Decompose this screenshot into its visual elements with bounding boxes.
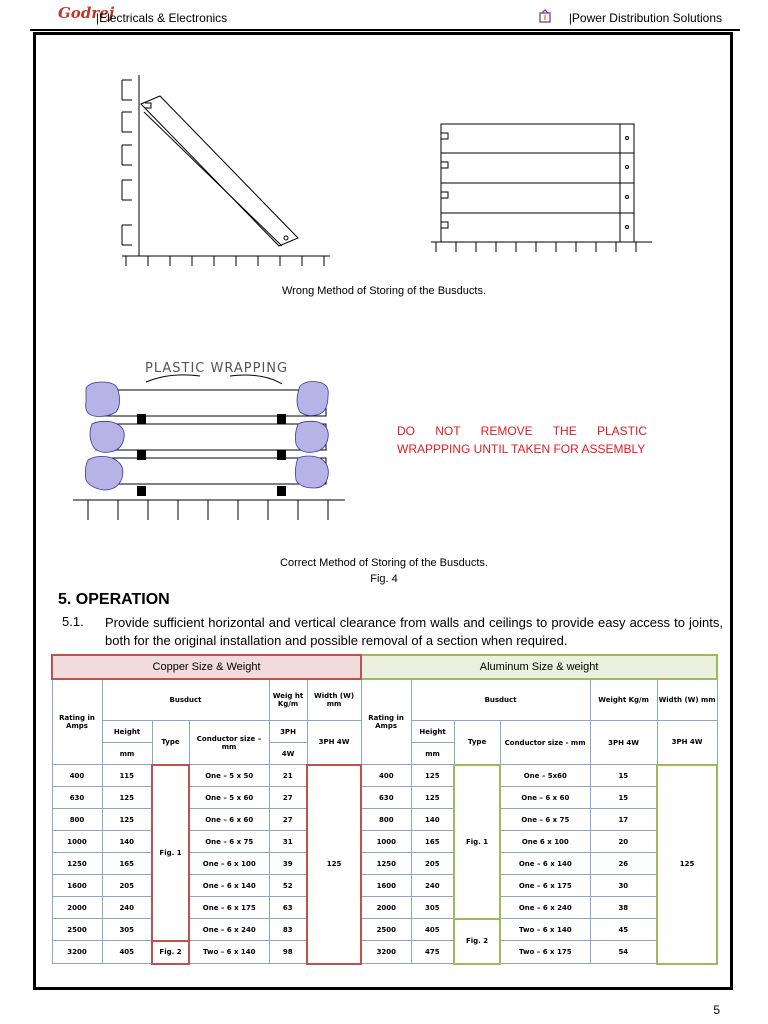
cu-width-header: Width (W) mm [307,679,361,721]
section-title: 5. OPERATION [58,591,170,608]
cu-type-header: Type [152,721,189,765]
cu-conductor: One – 6 x 75 [189,831,269,853]
cu-3ph4w-header: 3PH 4W [307,721,361,765]
al-conductor: One 6 x 100 [500,831,590,853]
al-height: 125 [411,787,454,809]
al-weight: 45 [590,919,657,941]
cu-height: 205 [102,875,152,897]
al-height: 240 [411,875,454,897]
al-rating: 1000 [361,831,411,853]
cu-weight: 98 [269,941,307,964]
correct-method-drawing [73,375,345,520]
header-right-title: |Power Distribution Solutions [568,11,722,25]
al-height: 205 [411,853,454,875]
cu-rating: 2000 [52,897,102,919]
al-conductor: One – 6 x 140 [500,853,590,875]
cu-conductor-header: Conductor size – mm [189,721,269,765]
cu-height: 125 [102,787,152,809]
al-height: 125 [411,765,454,787]
al-conductor: One – 5x60 [500,765,590,787]
al-weight: 38 [590,897,657,919]
al-weight: 15 [590,787,657,809]
al-width-value: 125 [657,765,717,964]
al-rating: 2000 [361,897,411,919]
size-weight-table-wrapper [51,654,716,965]
cu-weight: 27 [269,787,307,809]
cu-rating-header: Rating in Amps [52,679,102,765]
al-type-fig2: Fig. 2 [454,919,500,964]
paragraph-text: Provide sufficient horizontal and vertical clearance from walls and ceilings to provide easy access to joints, both for the original installation and possible removal of a section when required. [105,615,723,648]
cu-weight: 31 [269,831,307,853]
wrong-method-stack-drawing [431,124,652,252]
page-number: 5 [713,1003,720,1017]
copper-header: Copper Size & Weight [52,655,361,679]
al-busduct-header: Busduct [411,679,590,721]
cu-rating: 800 [52,809,102,831]
al-weight: 26 [590,853,657,875]
al-conductor-header: Conductor size - mm [500,721,590,765]
cu-height: 240 [102,897,152,919]
cu-rating: 3200 [52,941,102,964]
cu-conductor: One – 6 x 60 [189,809,269,831]
cu-conductor: One – 5 x 60 [189,787,269,809]
al-conductor: One – 6 x 75 [500,809,590,831]
al-conductor: One – 6 x 240 [500,897,590,919]
al-height: 305 [411,897,454,919]
correct-method-caption: Correct Method of Storing of the Busducts. [280,557,488,569]
al-weight-3ph4w-header: 3PH 4W [590,721,657,765]
figure-label: Fig. 4 [370,573,398,585]
aluminum-header: Aluminum Size & weight [361,655,717,679]
cu-height: 140 [102,831,152,853]
cu-weight: 27 [269,809,307,831]
al-weight: 20 [590,831,657,853]
cu-height-unit: mm [102,743,152,765]
cu-rating: 1250 [52,853,102,875]
al-rating: 1600 [361,875,411,897]
al-type-fig1: Fig. 1 [454,765,500,919]
al-conductor: Two – 6 x 140 [500,919,590,941]
plastic-warning-text: DO NOT REMOVE THE PLASTIC WRAPPPING UNTIL TAKEN FOR ASSEMBLY [397,424,647,456]
al-height: 405 [411,919,454,941]
cu-height-header: Height [102,721,152,743]
table-row [52,919,717,941]
table-row [52,765,717,787]
cu-weight: 63 [269,897,307,919]
cu-height: 305 [102,919,152,941]
table-row [52,875,717,897]
cu-rating: 2500 [52,919,102,941]
cu-height: 165 [102,853,152,875]
size-weight-table [51,654,718,965]
al-rating: 3200 [361,941,411,964]
cu-rating: 400 [52,765,102,787]
cu-weight: 21 [269,765,307,787]
cu-3ph-header: 3PH [269,721,307,743]
cu-type-fig1: Fig. 1 [152,765,189,941]
cu-busduct-header: Busduct [102,679,269,721]
cu-rating: 1600 [52,875,102,897]
cu-height: 125 [102,809,152,831]
al-weight: 17 [590,809,657,831]
cu-conductor: One – 6 x 140 [189,875,269,897]
wrong-method-caption: Wrong Method of Storing of the Busducts. [281,285,487,297]
cu-rating: 630 [52,787,102,809]
cu-conductor: One – 5 x 50 [189,765,269,787]
al-type-header: Type [454,721,500,765]
cu-weight: 52 [269,875,307,897]
cu-height: 405 [102,941,152,964]
al-height-header: Height [411,721,454,743]
al-height: 165 [411,831,454,853]
cu-conductor: One – 6 x 240 [189,919,269,941]
cu-weight-header: Weig ht Kg/m [269,679,307,721]
cu-conductor: One – 6 x 100 [189,853,269,875]
cu-height: 115 [102,765,152,787]
table-row [52,853,717,875]
cu-rating: 1000 [52,831,102,853]
table-row [52,941,717,964]
plastic-wrapping-label: PLASTIC WRAPPING [145,361,289,376]
godrej-logo: Godrej [58,4,115,22]
al-height: 140 [411,809,454,831]
table-row [52,831,717,853]
al-rating: 800 [361,809,411,831]
al-height-unit: mm [411,743,454,765]
al-rating: 2500 [361,919,411,941]
al-conductor: One – 6 x 175 [500,875,590,897]
al-width-3ph4w-header: 3PH 4W [657,721,717,765]
cu-conductor: One – 6 x 175 [189,897,269,919]
al-weight: 30 [590,875,657,897]
al-rating: 1250 [361,853,411,875]
wrong-method-lean-drawing [122,75,330,266]
table-row [52,897,717,919]
al-weight: 54 [590,941,657,964]
cu-4w-header: 4W [269,743,307,765]
paragraph-number: 5.1. [62,614,84,629]
al-width-header: Width (W) mm [657,679,717,721]
cu-type-fig2: Fig. 2 [152,941,189,964]
al-rating: 630 [361,787,411,809]
cu-conductor: Two – 6 x 140 [189,941,269,964]
table-row [52,809,717,831]
cu-weight: 39 [269,853,307,875]
al-rating-header: Rating in Amps [361,679,411,765]
cu-weight: 83 [269,919,307,941]
al-conductor: One – 6 x 60 [500,787,590,809]
al-rating: 400 [361,765,411,787]
table-row [52,787,717,809]
header-left-title: |Electricals & Electronics [96,11,228,25]
al-weight-header: Weight Kg/m [590,679,657,721]
al-weight: 15 [590,765,657,787]
al-height: 475 [411,941,454,964]
al-conductor: Two – 6 x 175 [500,941,590,964]
cu-width-value: 125 [307,765,361,964]
